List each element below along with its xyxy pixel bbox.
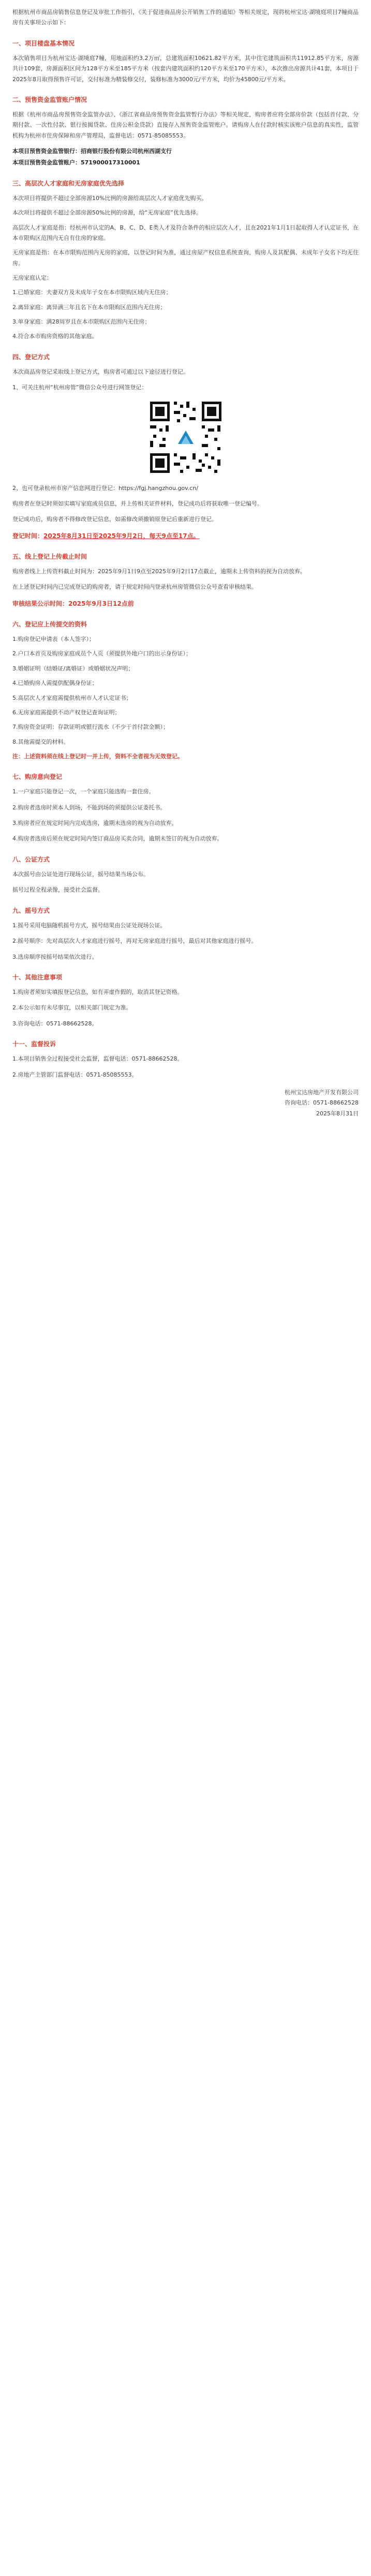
section-3-heading: 三、高层次人才家庭和无房家庭优先选择 xyxy=(12,179,125,187)
section-4-para: 1、可关注杭州“杭州房管”微信公众号进行网签登记： xyxy=(12,384,147,391)
section-9-para: 1.摇号采用电脑随机摇号方式，摇号结果由公证处现场公证。 xyxy=(12,922,166,929)
section-11-para: 1.本项目销售全过程接受社会监督，监督电话：0571-88662528。 xyxy=(12,1055,183,1063)
section-8-para: 摇号过程全程录像，接受社会监督。 xyxy=(12,886,103,894)
section-10-para: 1.购房者须如实填报登记信息，如有弄虚作假的，取消其登记资格。 xyxy=(12,989,183,996)
section-7-para: 1.一户家庭只能登记一次，一个家庭只能选购一套住房。 xyxy=(12,788,155,795)
supervision-account: 本项目预售资金监管账户：571900017310001 xyxy=(12,159,140,166)
section-5-para: 在上述登记时间内已完成登记的购房者，请于规定时间内登录杭州房管微信公众号查看审核结果。 xyxy=(12,584,257,591)
section-11-para: 2.房地产主管部门监督电话：0571-85085553。 xyxy=(12,1071,138,1078)
intro-paragraph: 根据杭州市商品房销售信息登记及审批工作指引，《关于促进商品房公开销售工作的通知》等相关规定，现将杭州宝达·湖境庭项目7幢商品房有关事项公示如下： xyxy=(12,9,359,26)
section-7-para: 4.购房者选房后须在规定时间内签订商品房买卖合同，逾期未签订的视为自动放弃。 xyxy=(12,835,223,842)
registration-time-value: 2025年8月31日至2025年9月2日，每天9点至17点。 xyxy=(43,532,200,540)
section-2-heading: 二、预售资金监管账户情况 xyxy=(12,96,87,103)
section-6-heading: 六、登记应上传提交的资料 xyxy=(12,620,87,628)
section-8-para: 本次摇号由公证处进行现场公证，摇号结果当场公布。 xyxy=(12,870,149,878)
section-4-para: 本次商品房登记采取线上登记方式，购房者可通过以下途径进行登记。 xyxy=(12,368,189,375)
section-4-para: 购房者在登记时须如实填写家庭成员信息，并上传相关证件材料，登记成功后将获取唯一登记编号。 xyxy=(12,500,263,507)
section-3-para: 无房家庭认定： xyxy=(12,274,52,282)
required-document-item: 3.婚姻证明（结婚证/离婚证）或婚姻状况声明； xyxy=(12,665,134,672)
required-document-item: 5.高层次人才家庭需提供杭州市人才认定证书； xyxy=(12,694,132,701)
signature-block xyxy=(12,1087,359,1119)
signature-company: 杭州宝达房地产开发有限公司 xyxy=(285,1088,359,1096)
required-document-item: 4.已婚购房人需提供配偶身份证； xyxy=(12,680,98,687)
section-3-para: 高层次人才家庭是指：经杭州市认定的A、B、C、D、E类人才及符合条件的相应层次人才，且在2021年1月1日起取得人才认定证书，在本市限购区范围内无自有住房的家庭。 xyxy=(12,224,359,242)
signature-date: 2025年8月31日 xyxy=(316,1110,359,1117)
registration-time xyxy=(12,530,359,542)
section-4-para: 登记成功后，购房者不得修改登记信息，如需修改须撤销原登记后重新进行登记。 xyxy=(12,516,217,523)
section-9-para: 3.选房顺序按摇号结果依次进行。 xyxy=(12,953,98,960)
section-3-para: 4.符合本市购房资格的其他家庭。 xyxy=(12,333,98,340)
section-10-para: 2.本公示如有未尽事宜，以相关部门规定为准。 xyxy=(12,1004,132,1011)
section-4-heading: 四、登记方式 xyxy=(12,353,50,361)
section-6-note: 注：上述资料须在线上登记时一并上传，资料不全者视为无效登记。 xyxy=(12,753,183,760)
required-document-item: 1.购房登记申请表（本人签字）； xyxy=(12,636,95,643)
section-10-para: 3.咨询电话：0571-88662528。 xyxy=(12,1020,98,1027)
section-7-para: 2.购房者选房时须本人到场，不能到场的须提供公证委托书。 xyxy=(12,804,166,811)
required-document-item: 6.无房家庭需提供不动产权登记查询证明； xyxy=(12,709,121,716)
section-3-para: 本次项目将提供不超过全部房源10%比例的房源给高层次人才家庭优先购买。 xyxy=(12,195,207,202)
review-result-time: 审核结果公示时间：2025年9月3日12点前 xyxy=(12,600,134,607)
section-3-para: 3.单身家庭：满28周岁且在本市限购区范围内无住房； xyxy=(12,318,151,326)
required-document-item: 2.户口本首页及购房家庭成员个人页（须提供外地户口的出示身份证）； xyxy=(12,650,191,657)
section-3-para: 2.离异家庭：离异满三年且名下在本市限购区范围内无住房； xyxy=(12,303,166,311)
section-3-para: 1.已婚家庭：夫妻双方及未成年子女在本市限购区域内无住房； xyxy=(12,289,172,296)
section-7-heading: 七、购房意向登记 xyxy=(12,773,63,781)
section-1-body: 本次销售项目为杭州宝达·湖境庭7幢，用地面积约3.2万㎡，总建筑面积10621.82平方米，其中住宅建筑面积共11912.85平方米，房源共计109套，房源面积区间为128平方米至185平方米（按套内建筑面积约120平方米至170平方米），本次推出房源共计41套，本项目于2025年8月取得预售许可证，交付标准为精装修交付，装修标准为3000元/平方米，均价为45800元/平方米。 xyxy=(12,54,359,83)
section-11-heading: 十一、监督投诉 xyxy=(12,1040,56,1048)
section-2-body: 根据《杭州市商品房预售资金监管办法》、《浙江省商品房预售资金监管暂行办法》等相关规定，购房者应将全部房价款（包括首付款、分期付款、一次性付款、银行按揭贷款、住房公积金贷款）直接存入预售资金监管账户。请购房人在付款时核实该账户信息的真实性，监管机构为杭州市住房保障和房产管理局，监督电话：0571-85085553。 xyxy=(12,111,359,139)
signature-phone: 咨询电话：0571-88662528 xyxy=(285,1099,359,1107)
qr-code-image xyxy=(147,398,225,476)
section-3-para: 无房家庭是指：在本市限购范围内无房的家庭，以登记时间为准，通过房屋产权信息系统查询，购房人及其配偶、未成年子女名下均无住房。 xyxy=(12,249,359,267)
section-6-list xyxy=(12,634,359,747)
section-5-heading: 五、线上登记上传截止时间 xyxy=(12,553,87,560)
section-7-para: 3.购房者应在规定时间内完成选房，逾期未选房的视为自动放弃。 xyxy=(12,820,177,827)
qr-code-icon xyxy=(147,398,225,476)
section-4-para: 2、也可登录杭州市房产信息网进行登记：https://fgj.hangzhou.gov.cn/ xyxy=(12,484,199,492)
section-3-content xyxy=(12,193,359,342)
section-5-para: 购房者线上上传资料截止时间为：2025年9月1日9点至2025年9月2日17点截止，逾期未上传资料的视为自动放弃。 xyxy=(12,568,306,575)
required-document-item: 7.购房资金证明：存款证明或银行流水（不少于首付款金额）； xyxy=(12,724,169,731)
section-1-heading: 一、项目楼盘基本情况 xyxy=(12,39,75,47)
section-3-para: 本次项目将提供不超过全部房源50%比例的房源，给“无房家庭”优先选择。 xyxy=(12,209,202,217)
document xyxy=(0,0,371,1129)
section-10-heading: 十、其他注意事项 xyxy=(12,973,63,981)
required-document-item: 8.其他需提交的材料。 xyxy=(12,738,69,745)
supervision-bank: 本项目预售资金监管银行：招商银行股份有限公司杭州西湖支行 xyxy=(12,148,172,155)
registration-time-label: 登记时间： xyxy=(12,532,44,540)
section-8-heading: 八、公证方式 xyxy=(12,855,50,863)
section-9-para: 2.摇号顺序：先对高层次人才家庭进行摇号，再对无房家庭进行摇号，最后对其他家庭进行摇号。 xyxy=(12,938,257,945)
section-9-heading: 九、摇号方式 xyxy=(12,907,50,914)
